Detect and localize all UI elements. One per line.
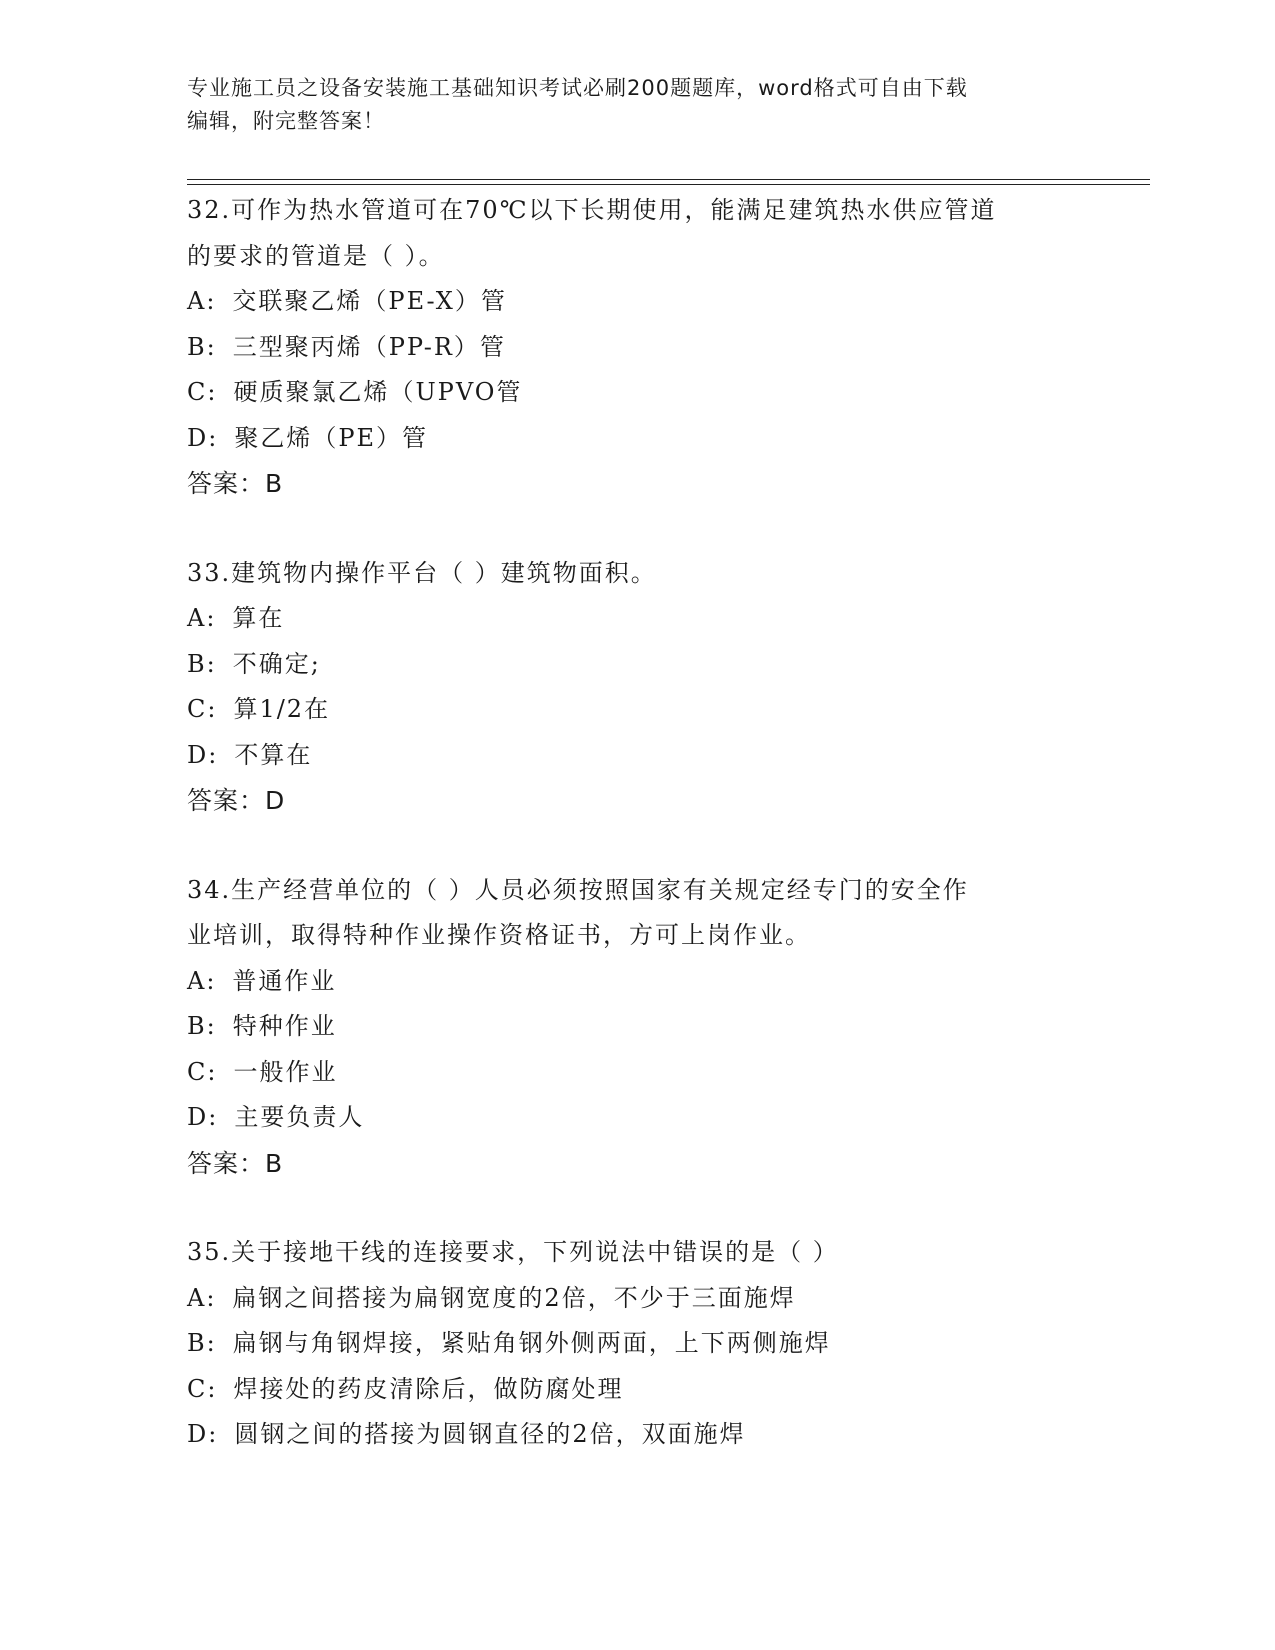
question-stem-line: 业培训，取得特种作业操作资格证书，方可上岗作业。 xyxy=(187,921,811,949)
document-header xyxy=(187,72,1087,138)
option-text: 算在 xyxy=(232,604,285,632)
question-32 xyxy=(187,188,1187,507)
answer-label: 答案：B xyxy=(187,1148,284,1178)
option-b xyxy=(187,642,1187,688)
question-stem-line: 32.可作为热水管道可在70℃以下长期使用，能满足建筑热水供应管道 xyxy=(187,196,997,224)
option-letter: D: xyxy=(187,740,219,769)
option-b xyxy=(187,1321,1187,1367)
option-b xyxy=(187,1004,1187,1050)
option-letter: B: xyxy=(187,332,217,361)
option-letter: A: xyxy=(187,966,217,995)
option-letter: D: xyxy=(187,1420,219,1448)
option-d xyxy=(187,1095,1187,1141)
option-text: 特种作业 xyxy=(232,1012,337,1040)
option-letter: D: xyxy=(187,1103,219,1131)
option-text: 圆钢之间的搭接为圆钢直径的2倍，双面施焊 xyxy=(234,1420,746,1448)
option-text: 普通作业 xyxy=(232,966,337,995)
option-c xyxy=(187,1050,1187,1096)
option-d xyxy=(187,1412,1187,1458)
answer-label: 答案：D xyxy=(187,786,286,815)
option-letter: A: xyxy=(187,287,217,315)
option-text: 扁钢之间搭接为扁钢宽度的2倍，不少于三面施焊 xyxy=(232,1283,796,1312)
answer-label: 答案：B xyxy=(187,469,284,498)
option-letter: C: xyxy=(187,378,218,406)
question-stem-line: 35.关于接地干线的连接要求，下列说法中错误的是（ ） xyxy=(187,1238,839,1266)
option-text: 焊接处的药皮清除后，做防腐处理 xyxy=(233,1374,624,1403)
option-text: 主要负责人 xyxy=(234,1103,365,1131)
question-33 xyxy=(187,551,1187,824)
option-b xyxy=(187,325,1187,371)
option-letter: B: xyxy=(187,1329,217,1357)
option-letter: D: xyxy=(187,423,219,452)
option-a xyxy=(187,1276,1187,1322)
option-letter: B: xyxy=(187,1012,217,1040)
option-d xyxy=(187,733,1187,779)
option-letter: C: xyxy=(187,1374,218,1403)
option-letter: A: xyxy=(187,1283,217,1312)
option-text: 不确定; xyxy=(232,649,321,678)
option-letter: A: xyxy=(187,604,217,632)
option-a xyxy=(187,959,1187,1005)
header-divider-top xyxy=(187,179,1150,180)
question-stem-line: 的要求的管道是（ ）。 xyxy=(187,241,445,270)
option-c xyxy=(187,370,1187,416)
option-text: 算1/2在 xyxy=(233,695,331,723)
option-text: 硬质聚氯乙烯（UPVO管 xyxy=(233,378,523,406)
option-letter: C: xyxy=(187,1057,218,1086)
header-line-2: 编辑，附完整答案！ xyxy=(187,109,385,133)
header-line-1: 专业施工员之设备安装施工基础知识考试必刷200题题库，word格式可自由下载 xyxy=(187,76,968,100)
question-list xyxy=(187,188,1187,1502)
question-34 xyxy=(187,868,1187,1187)
option-c xyxy=(187,1367,1187,1413)
option-letter: B: xyxy=(187,649,217,678)
option-text: 聚乙烯（PE）管 xyxy=(234,423,428,452)
option-d xyxy=(187,416,1187,462)
question-stem-line: 33.建筑物内操作平台（ ）建筑物面积。 xyxy=(187,558,657,587)
option-a xyxy=(187,279,1187,325)
option-letter: C: xyxy=(187,695,218,723)
question-stem-line: 34.生产经营单位的（ ）人员必须按照国家有关规定经专门的安全作 xyxy=(187,875,969,904)
option-a xyxy=(187,596,1187,642)
option-c xyxy=(187,687,1187,733)
option-text: 扁钢与角钢焊接，紧贴角钢外侧两面，上下两侧施焊 xyxy=(232,1329,831,1357)
question-35 xyxy=(187,1230,1187,1458)
header-divider-bottom xyxy=(187,184,1150,185)
option-text: 交联聚乙烯（PE-X）管 xyxy=(232,287,507,315)
option-text: 不算在 xyxy=(234,740,313,769)
option-text: 一般作业 xyxy=(233,1057,338,1086)
option-text: 三型聚丙烯（PP-R）管 xyxy=(232,332,506,361)
